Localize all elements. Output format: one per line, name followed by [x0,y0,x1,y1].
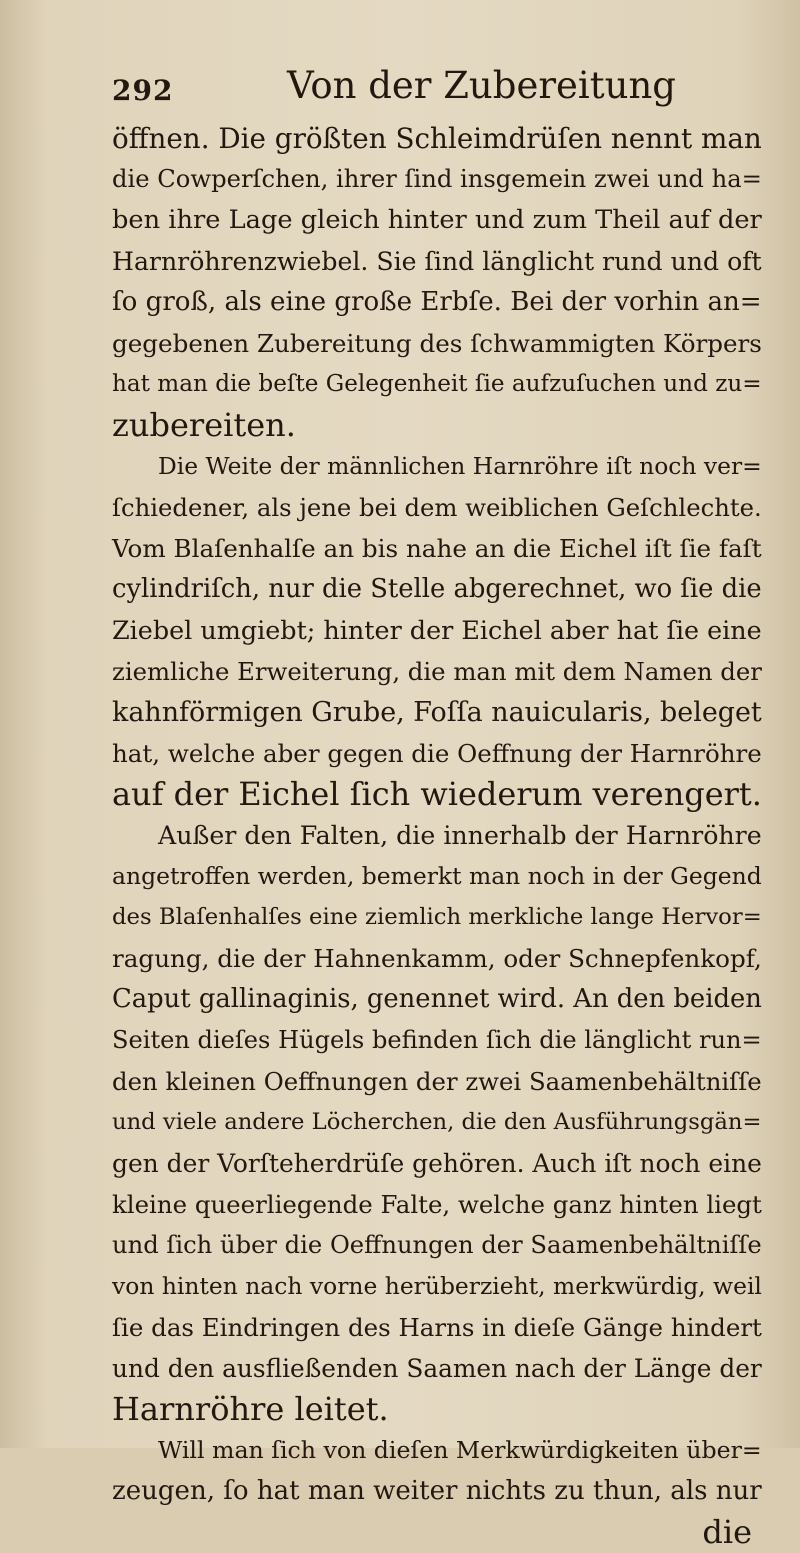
text-line: cylindriſch, nur die Stelle abgerechnet, wo ſie die [112,574,762,604]
text-line: Harnröhre leitet. [112,1390,389,1428]
text-line: Will man ſich von dieſen Merkwürdigkeiten über= [158,1436,762,1464]
text-line: ſie das Eindringen des Harns in dieſe Gänge hindert [112,1313,762,1342]
text-line: Die Weite der männlichen Harnröhre iſt noch ver= [158,452,762,480]
text-line: angetroffen werden, bemerkt man noch in der Gegend [112,862,762,890]
text-line: gegebenen Zubereitung des ſchwammigten Körpers [112,329,762,358]
text-line: und viele andere Löcherchen, die den Ausführungsgän= [112,1109,762,1135]
text-line: die Cowperſchen, ihrer ſind insgemein zwei und ha= [112,165,762,193]
text-line: und den ausfließenden Saamen nach der Länge der [112,1354,762,1383]
text-line: auf der Eichel ſich wiederum verengert. [112,775,762,813]
text-line: Caput gallinaginis, genennet wird. An den beiden [112,984,762,1014]
page-number: 292 [112,74,174,107]
text-line: ragung, die der Hahnenkamm, oder Schnepfenkopf, [112,944,762,973]
page-header [112,60,752,110]
text-line: kleine queerliegende Falte, welche ganz hinten liegt [112,1190,762,1219]
body-text [112,118,762,1553]
text-line: hat man die beſte Gelegenheit ſie aufzuſuchen und zu= [112,371,762,397]
text-line: zubereiten. [112,406,296,444]
text-line: ben ihre Lage gleich hinter und zum Theil auf der [112,205,762,235]
text-line: des Blaſenhalſes eine ziemlich merkliche lange Hervor= [112,904,762,930]
text-line: ſchiedener, als jene bei dem weiblichen Geſchlechte. [112,493,762,522]
running-title: Von der Zubereitung [287,64,676,107]
text-line: von hinten nach vorne herüberzieht, merkwürdig, weil [112,1272,762,1300]
text-line: den kleinen Oeffnungen der zwei Saamenbehältniſſe [112,1067,762,1096]
text-line: zeugen, ſo hat man weiter nichts zu thun, als nur [112,1476,762,1506]
text-line: Harnröhrenzwiebel. Sie ſind länglicht rund und oft [112,247,762,276]
text-line: Vom Blaſenhalſe an bis nahe an die Eichel iſt ſie faſt [112,534,762,563]
text-line: ſo groß, als eine große Erbſe. Bei der vorhin an= [112,287,762,317]
text-line: und ſich über die Oeffnungen der Saamenbehältniſſe [112,1231,762,1259]
text-line: ziemliche Erweiterung, die man mit dem Namen der [112,657,762,686]
text-line: Außer den Falten, die innerhalb der Harnröhre [158,821,762,850]
text-line: öffnen. Die größten Schleimdrüſen nennt man [112,122,762,155]
text-line: Seiten dieſes Hügels befinden ſich die länglicht run= [112,1026,762,1054]
text-line: Ziebel umgiebt; hinter der Eichel aber hat ſie eine [112,615,762,645]
text-line: hat, welche aber gegen die Oeffnung der Harnröhre [112,739,762,768]
text-line: kahnförmigen Grube, Foſſa nauicularis, beleget [112,697,762,728]
catchword: die [702,1513,752,1551]
text-line: gen der Vorſteherdrüſe gehören. Auch iſt noch eine [112,1149,762,1178]
